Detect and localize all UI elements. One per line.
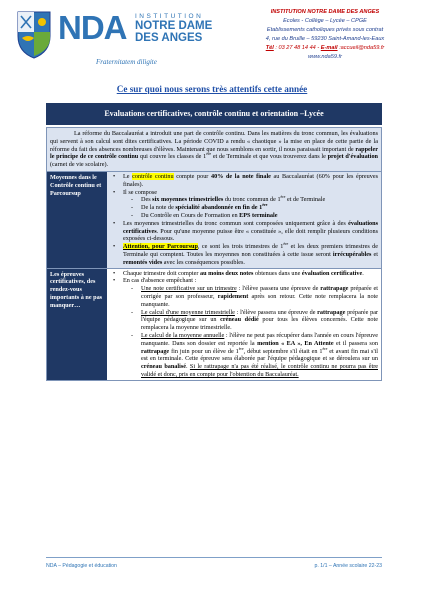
contact-line: Etablissements catholiques privés sous contrat xyxy=(266,27,384,33)
footer-page-info: p. 1/1 – Année scolaire 22-23 xyxy=(314,563,382,569)
brand-name: NOTRE DAME DES ANGES xyxy=(135,20,213,44)
table-banner: Evaluations certificatives, contrôle continu et orientation –Lycée xyxy=(46,103,382,125)
intro-paragraph: La réforme du Baccalauréat a introduit une part de contrôle continu. Dans les matières du tronc commun, les évaluations qui servent à son calcul sont dites certificatives. La période COVID a rendu « chaotique » la mise en place de cette partie de la réforme du fait des absences nombreuses d'élèves. Maintenant que nous semblons en sortir, il nous paraissait important de rappeler le principe de ce contrôle continu qui couvre les classes de 1ère et de Terminale et que vous trouverez dans le projet d'évaluation (carnet de vie scolaire). xyxy=(46,127,382,172)
list-item: • Attention, pour Parcoursup, ce sont les trois trimestres de 1ère et les deux premiers trimestres de Terminale qui comptent. Toutes les moyennes non constituées à cette issue seront irrécupérables et remontés vides avec les conséquences possibles. xyxy=(123,243,378,266)
contact-title: INSTITUTION NOTRE DAME DES ANGES xyxy=(270,9,380,15)
website-link[interactable]: www.nda59.fr xyxy=(308,54,342,60)
list-item: - Le calcul d'une moyenne trimestrielle : l'élève passera une épreuve de rattrapage préparée par l'équipe pédagogique sur un créneau dédié pour tous les élèves concernés. Cette note remplacera la moyenne trimestrielle. xyxy=(141,309,378,332)
row-label: Moyennes dans le Contrôle continu et Parcoursup xyxy=(47,172,107,268)
contact-line: Ecoles - Collège – Lycée – CPGE xyxy=(283,18,367,24)
list-item: - Des six moyennes trimestrielles du tronc commun de 1ère et de Terminale xyxy=(141,196,378,204)
table-row xyxy=(46,172,382,269)
row-label: Les épreuves certificatives, des rendez-vous importants à ne pas manquer… xyxy=(47,269,107,380)
list-item: • Le contrôle continu compte pour 40% de la note finale au Baccalauréat (60% pour les épreuves finales). xyxy=(123,173,378,189)
page-header xyxy=(0,0,424,80)
crest-icon xyxy=(14,8,54,60)
brand-logo xyxy=(58,10,228,60)
evaluation-table xyxy=(46,103,382,381)
contact-address: 4, rue du Bruille – 59230 Saint-Amand-les-Eaux xyxy=(265,36,385,42)
list-item: • Les moyennes trimestrielles du tronc commun sont composées uniquement grâce à des évaluations certificatives. Pour qu'une moyenne puisse être « constituée », elle doit remplir plusieurs conditions exposées ci-dessous. xyxy=(123,220,378,243)
list-item: - Une note certificative sur un trimestre : l'élève passera une épreuve de rattrapage préparée et corrigée par son professeur, rapidement après son retour. Cette note remplacera la note manquante. xyxy=(141,285,378,308)
school-crest-logo xyxy=(14,8,54,60)
list-item: - Du Contrôle en Cours de Formation en EPS terminale xyxy=(141,212,378,220)
table-row xyxy=(46,269,382,381)
list-item: - De la note de spécialité abandonnée en fin de 1ère xyxy=(141,204,378,212)
list-item: • Chaque trimestre doit compter au moins deux notes obtenues dans une évaluation certificative. xyxy=(123,270,378,278)
row-content xyxy=(107,172,381,268)
brand-institution: INSTITUTION xyxy=(135,13,204,20)
list-item: • En cas d'absence empêchant : - Une note certificative sur un trimestre : l'élève passera une épreuve de rattrapage préparée et corrigée par son professeur, rapidement après son retour. Cette note remplacera la note manquante. - Le calcul d'une moyenne trimestrielle : l'élève passera une épreuve de rattrapage préparée par l'équipe pédagogique sur un créneau dédié pour tous les élèves concernés. Cette note remplacera la moyenne trimestrielle. - Le calcul de la moyenne annuelle : l'élève ne peut pas récupérer dans l'année en cours l'épreuve manquante. Dans son dossier est reportée la mention « EA », En Attente et il passera son rattrapage fin juin pour un élève de 1ère, début septembre s'il était en 1ère et avant fin mai s'il est en terminale. Cette épreuve sera élaborée par l'équipe pédagogique et se déroulera sur un créneau banalisé. Si le rattrapage n'a pas été réalisé, le contrôle continu ne pourra pas être validé et donc, pris en compte pour l'obtention du Baccalauréat. xyxy=(123,277,378,378)
row-content xyxy=(107,269,381,380)
contact-phone-email: Tél : 03 27 48 14 44 - E-mail :accueil@nda59.fr xyxy=(265,45,385,51)
email-link[interactable]: E-mail xyxy=(320,45,338,51)
list-item: - Le calcul de la moyenne annuelle : l'élève ne peut pas récupérer dans l'année en cours l'épreuve manquante. Dans son dossier est reportée la mention « EA », En Attente et il passera son rattrapage fin juin pour un élève de 1ère, début septembre s'il était en 1ère et avant fin mai s'il est en terminale. Cette épreuve sera élaborée par l'équipe pédagogique et se déroulera sur un créneau banalisé. Si le rattrapage n'a pas été réalisé, le contrôle continu ne pourra pas être validé et donc, pris en compte pour l'obtention du Baccalauréat. xyxy=(141,332,378,379)
page-headline: Ce sur quoi nous serons très attentifs cette année xyxy=(116,84,308,94)
footer-left: NDA – Pédagogie et éducation xyxy=(46,563,117,569)
list-item: • Il se compose - Des six moyennes trimestrielles du tronc commun de 1ère et de Terminale - De la note de spécialité abandonnée en fin de 1ère - Du Contrôle en Cours de Formation en EPS terminale xyxy=(123,189,378,220)
page-footer xyxy=(46,557,382,569)
motto: Fraternitatem diligite xyxy=(96,58,157,66)
brand-letters: NDA xyxy=(58,9,127,46)
contact-block xyxy=(232,8,418,62)
